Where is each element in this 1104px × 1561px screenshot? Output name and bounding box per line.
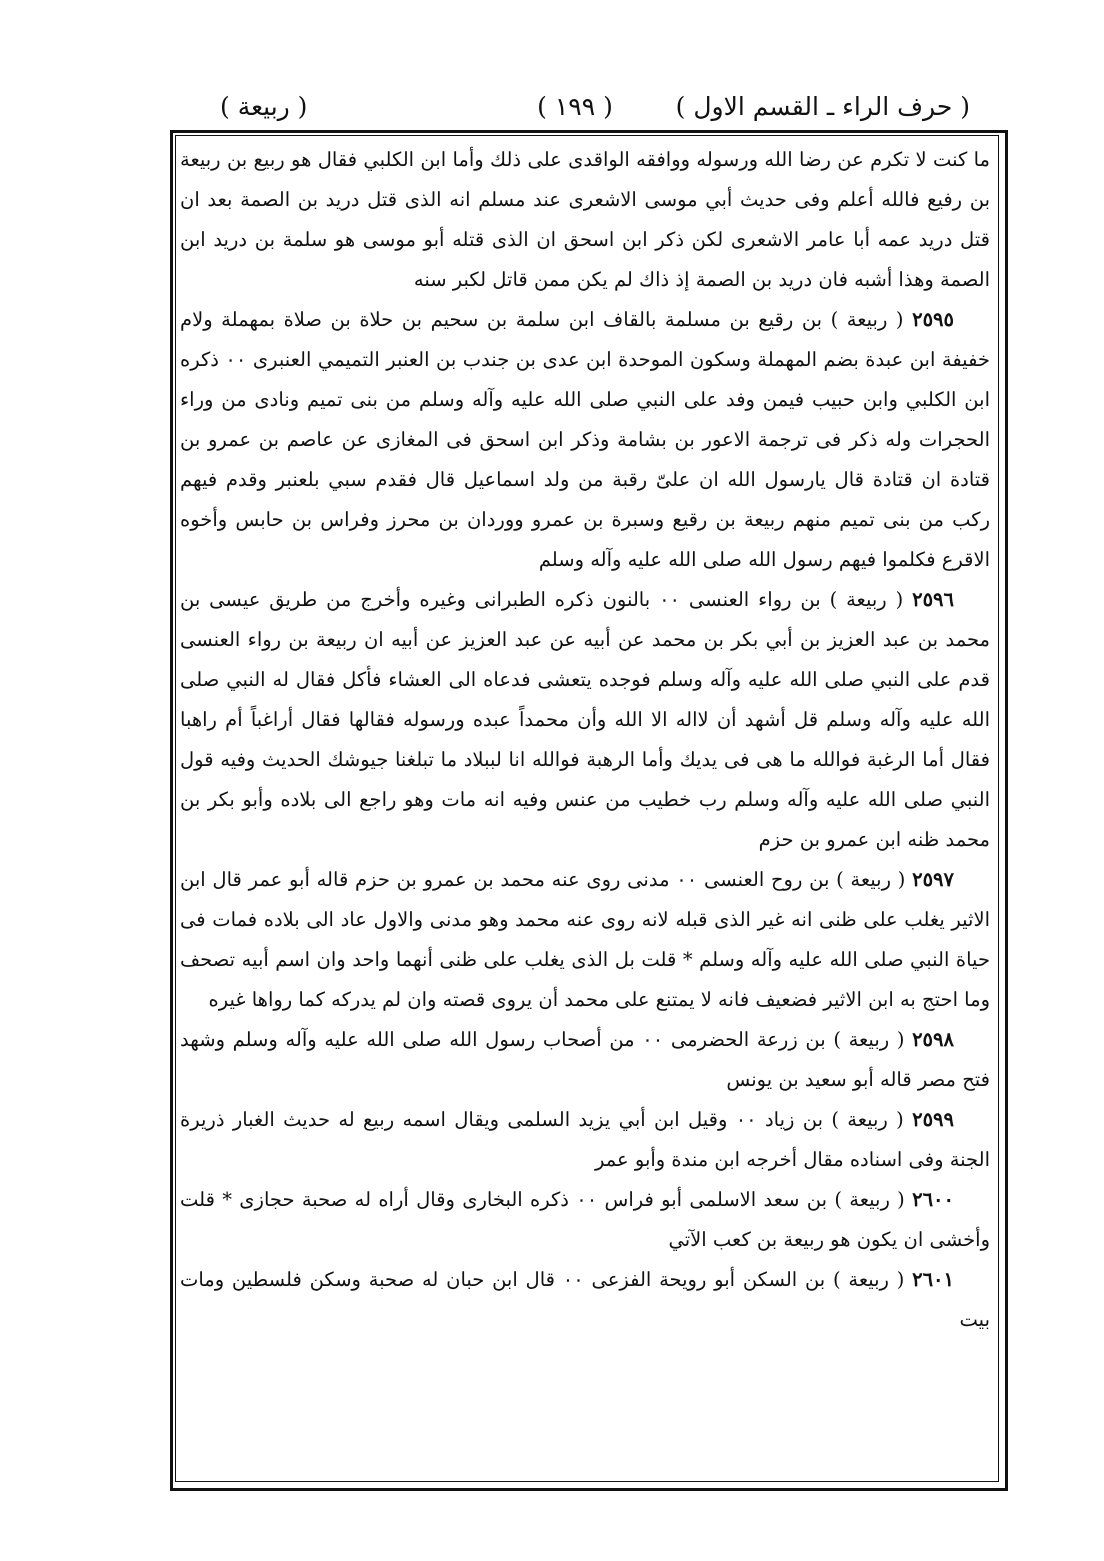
section-title: ( حرف الراء ـ القسم الاول ) <box>675 92 970 121</box>
paragraph-continuation <box>180 140 990 300</box>
entry-2601 <box>180 1260 990 1340</box>
entry-number: ٢٥٩٦ <box>912 588 954 611</box>
entry-2600 <box>180 1180 990 1260</box>
paragraph-text: ما كنت لا تكرم عن رضا الله ورسوله ووافقه الواقدى على ذلك وأما ابن الكلبي فقال هو ربيع بن ربيعة بن رفيع فالله أعلم وفى حديث أبي موسى الاشعرى عند مسلم انه الذى قتل دريد بن الصمة بعد ان قتل دريد عمه أبا عامر الاشعرى لكن ذكر ابن اسحق ان الذى قتله أبو موسى هو سلمة بن دريد ابن الصمة وهذا أشبه فان دريد بن الصمة إذ ذاك لم يكن ممن قاتل لكبر سنه <box>180 148 990 291</box>
entry-text: ( ربيعة ) بن زياد ٠٠ وقيل ابن أبي يزيد السلمى ويقال اسمه ربيع له حديث الغبار ذريرة الجنة وفى اسناده مقال أخرجه ابن مندة وأبو عمر <box>180 1108 990 1171</box>
entry-2595 <box>180 300 990 580</box>
entry-number: ٢٥٩٧ <box>912 868 954 891</box>
entry-number: ٢٥٩٨ <box>912 1028 954 1051</box>
entry-2598 <box>180 1020 990 1100</box>
entry-2597 <box>180 860 990 1020</box>
entry-text: ( ربيعة ) بن زرعة الحضرمى ٠٠ من أصحاب رسول الله صلى الله عليه وآله وسلم وشهد فتح مصر قاله أبو سعيد بن يونس <box>180 1028 990 1091</box>
entry-2596 <box>180 580 990 860</box>
page-number: ( ١٩٩ ) <box>537 92 613 121</box>
entry-text: ( ربيعة ) بن روح العنسى ٠٠ مدنى روى عنه محمد بن عمرو بن حزم قاله أبو عمر قال ابن الاثير يغلب على ظنى انه غير الذى قبله لانه روى عنه محمد وهو مدنى والاول عاد الى بلاده فمات فى حياة النبي صلى الله عليه وآله وسلم * قلت بل الذى يغلب على ظنى أنهما واحد وان اسم أبيه تصحف وما احتج به ابن الاثير فضعيف فانه لا يمتنع على محمد أن يروى قصته وان لم يدركه كما رواها غيره <box>180 868 990 1011</box>
entry-number: ٢٥٩٥ <box>912 308 954 331</box>
entry-text: ( ربيعة ) بن رواء العنسى ٠٠ بالنون ذكره الطبرانى وغيره وأخرج من طريق عيسى بن محمد بن عبد العزيز بن أبي بكر بن محمد عن أبيه عن عبد العزيز عن أبيه ان ربيعة بن رواء العنسى قدم على النبي صلى الله عليه وآله وسلم فوجده يتعشى فدعاه الى العشاء فأكل فقال له النبي صلى الله عليه وآله وسلم قل أشهد أن لااله الا الله وأن محمداً عبده ورسوله فقالها فقال أراغباً أم راهبا فقال أما الرغبة فوالله ما هى فى يديك وأما الرهبة فوالله انا لببلاد ما تبلغنا جيوشك الحديث وفيه قول النبي صلى الله عليه وآله وسلم رب خطيب من عنس وفيه انه مات وهو راجع الى بلاده وأبو بكر بن محمد ظنه ابن عمرو بن حزم <box>180 588 990 851</box>
entry-number: ٢٥٩٩ <box>912 1108 955 1131</box>
page-header <box>180 86 970 130</box>
entry-number: ٢٦٠١ <box>912 1268 954 1291</box>
entry-text: ( ربيعة ) بن رقيع بن مسلمة بالقاف ابن سلمة بن سحيم بن حلاة بن صلاة بمهملة ولام خفيفة ابن عبدة بضم المهملة وسكون الموحدة ابن عدى بن جندب بن العنبر التميمي العنبرى ٠٠ ذكره ابن الكلبي وابن حبيب فيمن وفد على النبي صلى الله عليه وآله وسلم من بنى تميم ونادى من وراء الحجرات وله ذكر فى ترجمة الاعور بن بشامة وذكر ابن اسحق فى المغازى عن عاصم بن عمرو بن قتادة ان قتادة قال يارسول الله ان علىّ رقبة من ولد اسماعيل قال فقدم سبي بلعنبر وقدم فيهم ركب من بنى تميم منهم ربيعة بن رقيع وسبرة بن عمرو ووردان بن محرز وفراس بن حابس وأخوه الاقرع فكلموا فيهم رسول الله صلى الله عليه وآله وسلم <box>180 308 990 571</box>
entry-2599 <box>180 1100 990 1180</box>
body-text <box>180 140 990 1340</box>
entry-text: ( ربيعة ) بن السكن أبو رويحة الفزعى ٠٠ قال ابن حبان له صحبة وسكن فلسطين ومات بيت <box>180 1268 990 1331</box>
entry-text: ( ربيعة ) بن سعد الاسلمى أبو فراس ٠٠ ذكره البخارى وقال أراه له صحبة حجازى * قلت وأخشى ان يكون هو ربيعة بن كعب الآتي <box>180 1188 990 1251</box>
running-entry-name: ( ربيعة ) <box>220 92 308 121</box>
entry-number: ٢٦٠٠ <box>912 1188 954 1211</box>
